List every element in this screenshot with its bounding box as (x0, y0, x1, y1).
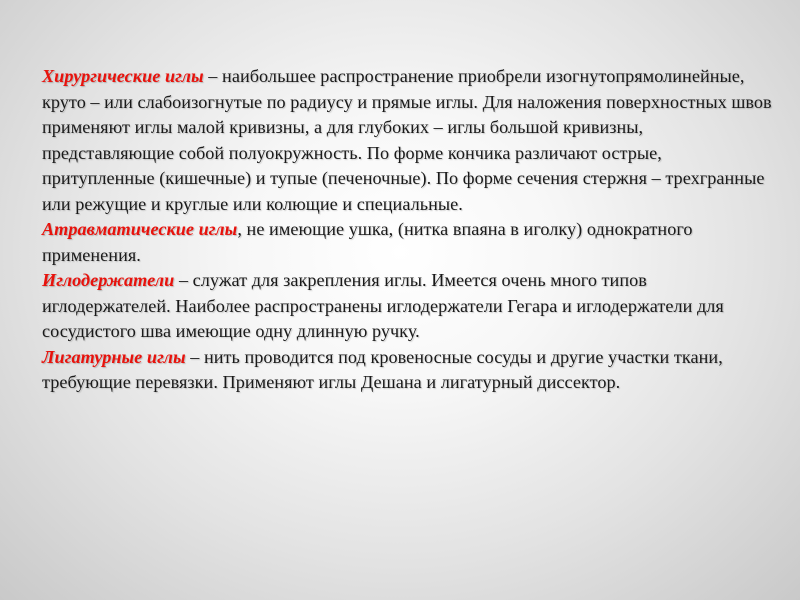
term-atraumatic-needles: Атравматические иглы (42, 219, 238, 239)
paragraph-ligature-needles (42, 345, 772, 396)
paragraph-needle-holders (42, 268, 772, 345)
paragraph-text: – служат для закрепления иглы. Имеется очень много типов иглодержателей. Наиболее распространены иглодержатели Гегара и иглодержатели для сосудистого шва имеющие одну длинную ручку. (42, 270, 724, 341)
term-needle-holders: Иглодержатели (42, 270, 175, 290)
paragraph-text: – нить проводится под кровеносные сосуды и другие участки ткани, требующие перевязки. Применяют иглы Дешана и лигатурный диссектор. (42, 346, 723, 392)
paragraph-text: , не имеющие ушка, (нитка впаяна в иголку) однократного применения. (42, 219, 693, 265)
paragraph-atraumatic-needles (42, 217, 772, 268)
paragraph-surgical-needles (42, 64, 772, 217)
paragraph-text: – наибольшее распространение приобрели изогнутопрямолинейные, круто – или слабоизогнутые по радиусу и прямые иглы. Для наложения поверхностных швов применяют иглы малой кривизны, а для глубоких – иглы большой кривизны, представляющие собой полуокружность. По форме кончика различают острые, притупленные (кишечные) и тупые (печеночные). По форме сечения стержня – трехгранные или режущие и круглые или колющие и специальные. (42, 66, 772, 214)
term-surgical-needles: Хирургические иглы (42, 66, 204, 86)
term-ligature-needles: Лигатурные иглы (42, 346, 186, 367)
slide-body (42, 64, 772, 396)
